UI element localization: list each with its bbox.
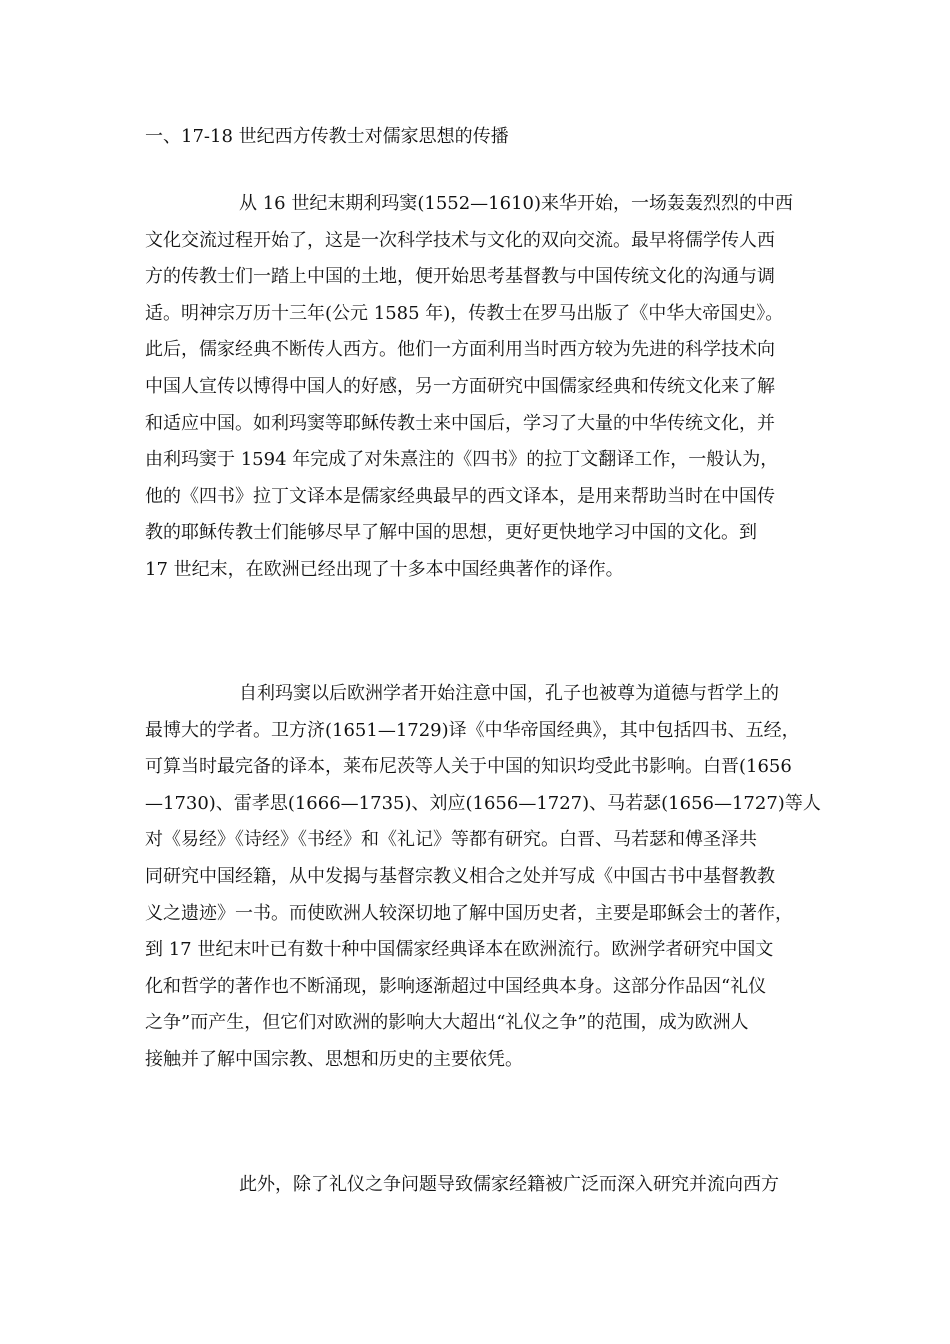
paragraph-line: 方的传教士们一踏上中国的土地，便开始思考基督教与中国传统文化的沟通与调 xyxy=(145,266,775,288)
paragraph-line: 由利玛窦于 1594 年完成了对朱熹注的《四书》的拉丁文翻译工作，一般认为， xyxy=(145,449,779,471)
paragraph-line: 和适应中国。如利玛窦等耶稣传教士来中国后，学习了大量的中华传统文化，并 xyxy=(145,412,775,434)
paragraph-line: 17 世纪末，在欧洲已经出现了十多本中国经典著作的译作。 xyxy=(145,558,624,580)
paragraph-line: 接触并了解中国宗教、思想和历史的主要依凭。 xyxy=(145,1048,523,1070)
paragraph-line: 可算当时最完备的译本，莱布尼茨等人关于中国的知识均受此书影响。白晋(1656 xyxy=(145,756,792,778)
paragraph-line: 此外，除了礼仪之争问题导致儒家经籍被广泛而深入研究并流向西方 xyxy=(239,1174,779,1195)
paragraph-line: 之争”而产生，但它们对欧洲的影响大大超出“礼仪之争”的范围，成为欧洲人 xyxy=(145,1012,749,1034)
paragraph-line: 文化交流过程开始了，这是一次科学技术与文化的双向交流。最早将儒学传人西 xyxy=(145,229,775,251)
paragraph-line: 适。明神宗万历十三年(公元 1585 年)，传教士在罗马出版了《中华大帝国史》。 xyxy=(145,302,784,324)
paragraph-line: 最博大的学者。卫方济(1651—1729)译《中华帝国经典》，其中包括四书、五经， xyxy=(145,719,800,741)
paragraph-line: 自利玛窦以后欧洲学者开始注意中国，孔子也被尊为道德与哲学上的 xyxy=(239,683,779,704)
paragraph-line: 教的耶稣传教士们能够尽早了解中国的思想，更好更快地学习中国的文化。到 xyxy=(145,522,757,544)
paragraph-line: 从 16 世纪末期利玛窦(1552—1610)来华开始，一场轰轰烈烈的中西 xyxy=(239,193,794,214)
paragraph-1 xyxy=(145,186,815,589)
paragraph-line: 中国人宣传以博得中国人的好感，另一方面研究中国儒家经典和传统文化来了解 xyxy=(145,375,775,397)
paragraph-line: 义之遗迹》一书。而使欧洲人较深切地了解中国历史者，主要是耶稣会士的著作， xyxy=(145,902,793,924)
paragraph-line: 他的《四书》拉丁文译本是儒家经典最早的西文译本，是用来帮助当时在中国传 xyxy=(145,485,775,507)
section-heading: 一、17-18 世纪西方传教士对儒家思想的传播 xyxy=(145,126,509,147)
paragraph-line: 到 17 世纪末叶已有数十种中国儒家经典译本在欧洲流行。欧洲学者研究中国文 xyxy=(145,939,774,961)
paragraph-line: —1730)、雷孝思(1666—1735)、刘应(1656—1727)、马若瑟(1656—1727)等人 xyxy=(145,792,821,814)
paragraph-line: 化和哲学的著作也不断涌现，影响逐渐超过中国经典本身。这部分作品因“礼仪 xyxy=(145,975,767,997)
paragraph-line: 对《易经》《诗经》《书经》和《礼记》等都有研究。白晋、马若瑟和傅圣泽共 xyxy=(145,829,757,851)
paragraph-line: 此后，儒家经典不断传人西方。他们一方面利用当时西方较为先进的科学技术向 xyxy=(145,339,775,361)
paragraph-line: 同研究中国经籍，从中发揭与基督宗教义相合之处并写成《中国古书中基督教教 xyxy=(145,865,775,887)
paragraph-2 xyxy=(145,676,821,1079)
paragraph-3 xyxy=(145,1167,815,1204)
